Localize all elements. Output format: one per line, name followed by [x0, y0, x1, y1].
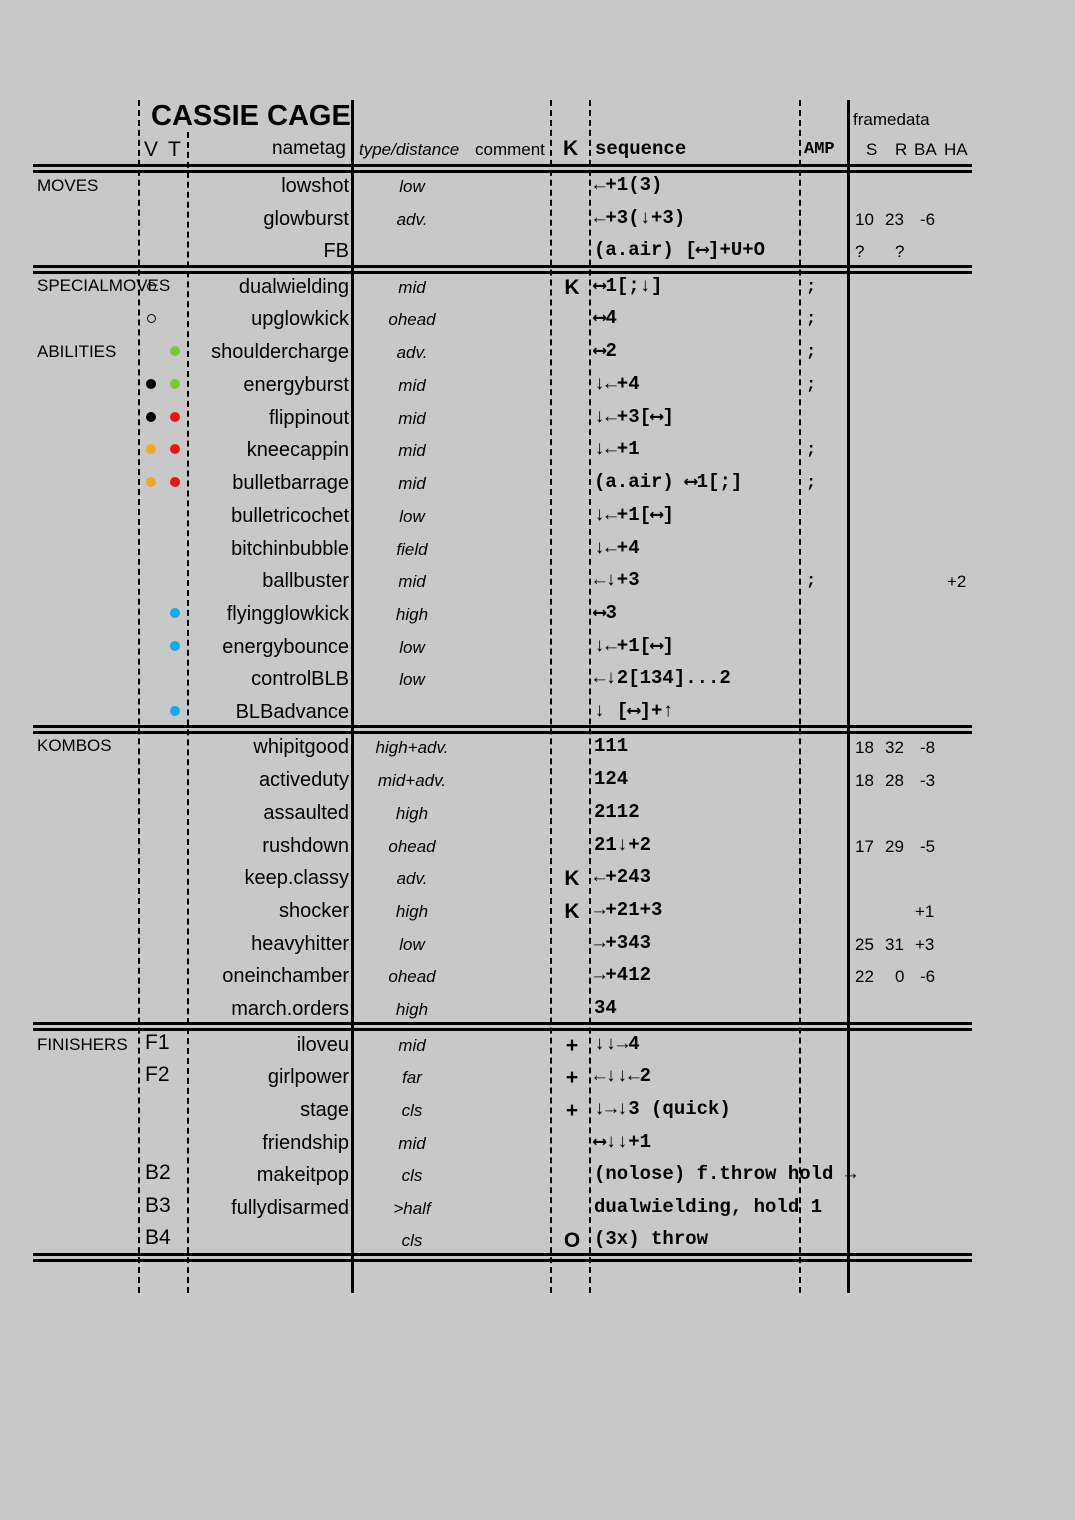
frame-startup: 18: [855, 771, 874, 790]
move-sequence: ←↓2[134]...2: [594, 667, 731, 689]
variation-label: F1: [145, 1031, 170, 1054]
kombo-marker: K: [564, 276, 580, 299]
frame-startup: ?: [855, 242, 865, 261]
variation-t-dot: [170, 477, 180, 487]
frame-block-adv: -8: [920, 738, 936, 757]
amp-marker: ;: [806, 474, 817, 493]
move-type: ohead: [388, 967, 436, 986]
variation-t-dot: [170, 346, 180, 356]
header-r: R: [895, 140, 908, 159]
move-name: kneecappin: [246, 439, 349, 461]
move-sequence: ⟷2: [594, 340, 617, 362]
move-sequence: ↓↓→4: [594, 1033, 640, 1055]
rule-moves: [33, 265, 972, 274]
variation-t-dot: [170, 412, 180, 422]
move-name: makeitpop: [256, 1164, 349, 1186]
move-type: adv.: [396, 343, 428, 362]
move-sequence: ←+243: [594, 866, 652, 888]
move-sequence: 21↓+2: [594, 834, 652, 856]
variation-v-dot: [146, 412, 156, 422]
move-sequence: (nolose) f.throw hold →: [594, 1163, 857, 1185]
move-sequence: (a.air) [⟷]+U+O: [594, 239, 766, 261]
frame-block-adv: -5: [920, 837, 936, 856]
move-name: bitchinbubble: [231, 538, 349, 560]
move-name: bulletbarrage: [232, 472, 349, 494]
kombo-marker: +: [565, 1066, 579, 1089]
divider-comment: [550, 100, 552, 1293]
move-sequence: →+412: [594, 964, 652, 986]
move-type: adv.: [396, 869, 428, 888]
variation-v-dot: [147, 314, 156, 323]
variation-v-dot: [146, 379, 156, 389]
frame-block-adv: +1: [915, 902, 935, 921]
move-name: flippinout: [268, 407, 349, 429]
move-sequence: ↓←+1[⟷]: [594, 504, 674, 526]
divider-t: [187, 132, 189, 1293]
move-sequence: 111: [594, 735, 629, 757]
amp-marker: ;: [806, 278, 817, 297]
move-sequence: ←+3(↓+3): [594, 207, 686, 229]
move-type: mid: [398, 441, 426, 460]
move-sequence: →+21+3: [594, 899, 663, 921]
move-type: high: [395, 804, 429, 823]
frame-startup: 17: [855, 837, 874, 856]
move-sequence: ⟷3: [594, 602, 617, 624]
amp-marker: ;: [806, 572, 817, 591]
move-type: far: [402, 1068, 422, 1087]
move-type: cls: [401, 1101, 423, 1120]
move-sequence: ⟷1[;↓]: [594, 275, 663, 297]
move-sequence: 124: [594, 768, 629, 790]
move-name: march.orders: [231, 998, 349, 1020]
variation-t-dot: [170, 641, 180, 651]
move-type: high: [395, 1000, 429, 1019]
amp-marker: ;: [806, 441, 817, 460]
variation-t-dot: [170, 444, 180, 454]
move-name: glowburst: [263, 208, 349, 230]
frame-startup: 10: [855, 210, 874, 229]
move-type: mid: [398, 1134, 426, 1153]
move-sequence: ←+1(3): [594, 174, 663, 196]
move-name: assaulted: [263, 802, 349, 824]
move-sequence: ←↓+3: [594, 569, 640, 591]
move-type: cls: [401, 1166, 423, 1185]
header-amp: AMP: [804, 140, 835, 159]
move-name: ballbuster: [262, 570, 349, 592]
frame-recovery: 0: [895, 967, 905, 986]
section-finishers: FINISHERS: [37, 1035, 128, 1054]
move-name: flyingglowkick: [226, 603, 349, 625]
move-name: iloveu: [296, 1034, 349, 1056]
variation-v-dot: [147, 282, 156, 291]
header-type-distance: type/distance: [359, 140, 460, 159]
move-type: low: [399, 935, 425, 954]
section-abilities: ABILITIES: [37, 342, 117, 361]
amp-marker: ;: [806, 310, 817, 329]
move-name: FB: [323, 240, 349, 262]
section-moves: MOVES: [37, 176, 99, 195]
frame-block-adv: -6: [920, 967, 936, 986]
amp-marker: ;: [806, 376, 817, 395]
variation-label: B3: [145, 1194, 171, 1217]
header-s: S: [866, 140, 878, 159]
section-specialmoves-clip: [37, 276, 171, 295]
frame-recovery: 31: [885, 935, 904, 954]
rule-specials: [33, 725, 972, 734]
move-type: mid: [398, 409, 426, 428]
move-type: low: [399, 670, 425, 689]
frame-recovery: 32: [885, 738, 904, 757]
move-type: mid+adv.: [377, 771, 447, 790]
kombo-marker: K: [564, 867, 580, 890]
section-specialmoves: SPECIALMOVES: [37, 276, 171, 295]
rule-header: [33, 164, 972, 173]
move-type: low: [399, 177, 425, 196]
frame-startup: 25: [855, 935, 874, 954]
frame-recovery: ?: [895, 242, 905, 261]
move-name: rushdown: [262, 835, 349, 857]
move-name: oneinchamber: [222, 965, 349, 987]
header-v: V: [144, 138, 159, 161]
move-sequence: (a.air) ⟷1[;]: [594, 471, 743, 493]
variation-v-dot: [146, 477, 156, 487]
frame-recovery: 23: [885, 210, 904, 229]
header-comment: comment: [475, 140, 545, 159]
move-sequence: ⟷↓↓+1: [594, 1131, 652, 1153]
move-type: mid: [398, 278, 426, 297]
divider-sequence: [799, 100, 801, 1293]
move-type: low: [399, 507, 425, 526]
move-name: dualwielding: [238, 276, 349, 298]
move-sequence: ↓←+1[⟷]: [594, 635, 674, 657]
move-name: lowshot: [281, 175, 349, 197]
move-sequence: (3x) throw: [594, 1228, 709, 1250]
frame-block-adv: -6: [920, 210, 936, 229]
move-sequence: ←↓↓←2: [594, 1065, 652, 1087]
divider-framedata: [847, 100, 850, 1293]
move-sequence: 34: [594, 997, 617, 1019]
move-name: whipitgood: [253, 736, 349, 758]
frame-startup: 22: [855, 967, 874, 986]
move-sequence: ↓←+1: [594, 438, 640, 460]
section-kombos: KOMBOS: [37, 736, 112, 755]
frame-block-adv: -3: [920, 771, 936, 790]
move-name: fullydisarmed: [231, 1197, 349, 1219]
move-name: stage: [300, 1099, 349, 1121]
header-t: T: [168, 138, 181, 161]
header-ba: BA: [914, 140, 937, 159]
header-ha: HA: [944, 140, 968, 159]
move-name: girlpower: [267, 1066, 349, 1088]
divider-k: [589, 100, 591, 1293]
move-name: energyburst: [243, 374, 349, 396]
move-type: high: [395, 902, 429, 921]
move-sequence: ⟷4: [594, 307, 617, 329]
move-sequence: ↓ [⟷]+↑: [594, 700, 674, 722]
move-type: field: [396, 540, 428, 559]
header-k: K: [563, 137, 579, 160]
frame-block-adv: +3: [915, 935, 935, 954]
move-name: energybounce: [222, 636, 349, 658]
move-type: high+adv.: [375, 738, 449, 757]
move-type: cls: [401, 1231, 423, 1250]
move-type: ohead: [388, 310, 436, 329]
move-name: friendship: [262, 1132, 349, 1154]
move-name: bulletricochet: [231, 505, 349, 527]
move-name: shouldercharge: [211, 341, 349, 363]
frame-hit-adv: +2: [947, 572, 967, 591]
variation-t-dot: [170, 706, 180, 716]
move-name: upglowkick: [251, 308, 349, 330]
amp-marker: ;: [806, 343, 817, 362]
move-sequence: 2112: [594, 801, 640, 823]
kombo-marker: O: [563, 1229, 581, 1252]
move-type: high: [395, 605, 429, 624]
kombo-marker: +: [565, 1099, 579, 1122]
move-type: mid: [398, 1036, 426, 1055]
move-type: mid: [398, 376, 426, 395]
move-sequence: ↓←+4: [594, 373, 640, 395]
move-sequence: →+343: [594, 932, 652, 954]
move-name: activeduty: [258, 769, 349, 791]
move-name: shocker: [278, 900, 349, 922]
variation-v-dot: [146, 444, 156, 454]
header-framedata: framedata: [853, 110, 930, 129]
move-sequence: ↓←+4: [594, 537, 640, 559]
move-type: adv.: [396, 210, 428, 229]
page-title: CASSIE CAGE: [151, 100, 351, 132]
move-name: keep.classy: [244, 867, 349, 889]
move-type: mid: [398, 474, 426, 493]
frame-recovery: 28: [885, 771, 904, 790]
move-sequence: dualwielding, hold 1: [594, 1196, 823, 1218]
move-sequence: ↓←+3[⟷]: [594, 406, 674, 428]
variation-label: B4: [145, 1226, 171, 1249]
move-name: heavyhitter: [251, 933, 349, 955]
rule-kombos: [33, 1022, 972, 1031]
header-nametag: nametag: [272, 138, 346, 159]
move-name: controlBLB: [251, 668, 349, 690]
variation-t-dot: [170, 379, 180, 389]
frame-recovery: 29: [885, 837, 904, 856]
divider-nametag: [351, 100, 354, 1293]
move-type: low: [399, 638, 425, 657]
frame-startup: 18: [855, 738, 874, 757]
move-type: >half: [393, 1199, 431, 1218]
move-sequence: ↓→↓3 (quick): [594, 1098, 731, 1120]
header-sequence: sequence: [595, 138, 687, 160]
variation-label: B2: [145, 1161, 171, 1184]
move-type: ohead: [388, 837, 436, 856]
variation-t-dot: [170, 608, 180, 618]
move-type: mid: [398, 572, 426, 591]
rule-finishers: [33, 1253, 972, 1262]
move-name: BLBadvance: [235, 701, 349, 723]
kombo-marker: K: [564, 900, 580, 923]
variation-label: F2: [145, 1063, 170, 1086]
kombo-marker: +: [565, 1034, 579, 1057]
